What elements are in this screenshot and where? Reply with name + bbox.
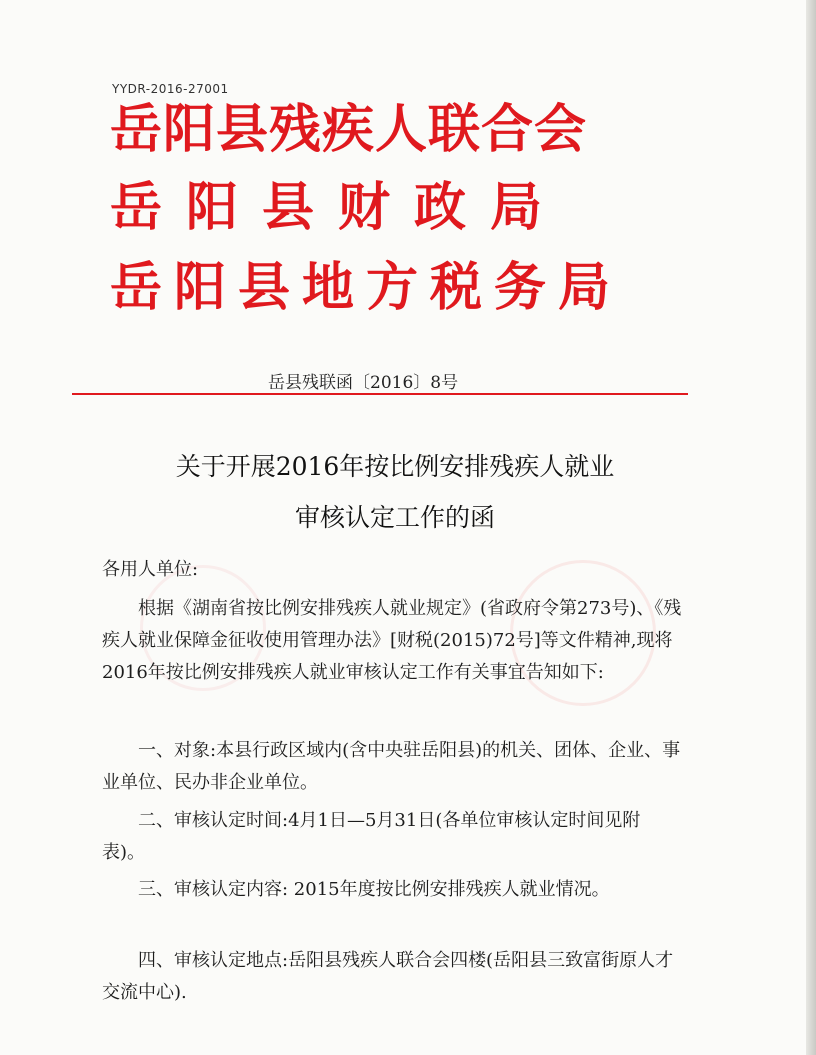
issuer-line-1: 岳阳县残疾人联合会 [110, 100, 588, 160]
issuer-line-2: 岳阳县财政局 [110, 178, 567, 238]
header-divider [72, 393, 688, 395]
body-paragraph: 一、对象:本县行政区域内(含中央驻岳阳县)的机关、团体、企业、事业单位、民办非企业单位。 [102, 740, 681, 793]
body-paragraph: 四、审核认定地点:岳阳县残疾人联合会四楼(岳阳县三致富街原人才交流中心). [102, 950, 674, 1003]
body-paragraph: 二、审核认定时间:4月1日—5月31日(各单位审核认定时间见附表)。 [102, 810, 641, 863]
document-code: YYDR-2016-27001 [112, 82, 229, 96]
salutation: 各用人单位: [102, 559, 199, 580]
scan-edge [806, 0, 816, 1055]
document-number: 岳县残联函〔2016〕8号 [268, 373, 459, 393]
body-paragraph: 根据《湖南省按比例安排残疾人就业规定》(省政府令第273号)、《残疾人就业保障金征收使用管理办法》[财税(2015)72号]等文件精神,现将2016年按比例安排残疾人就业审核认定工作有关事宜告知如下: [102, 598, 682, 683]
body-paragraph: 三、审核认定内容: 2015年度按比例安排残疾人就业情况。 [138, 879, 610, 900]
document-title-line-1: 关于开展2016年按比例安排残疾人就业 [175, 452, 615, 481]
issuer-line-3: 岳阳县地方税务局 [110, 258, 623, 318]
document-title-line-2: 审核认定工作的函 [294, 503, 495, 532]
